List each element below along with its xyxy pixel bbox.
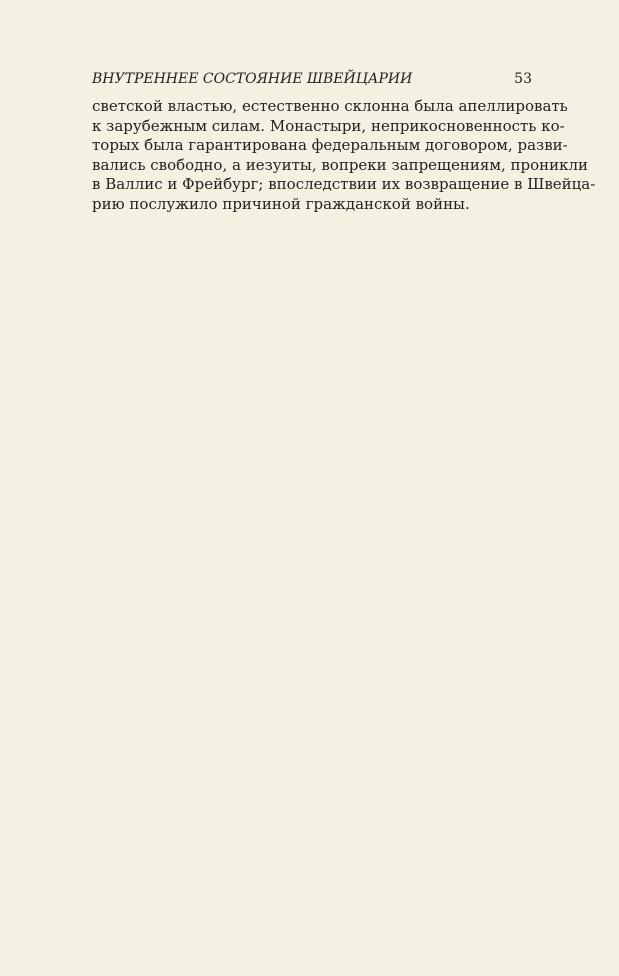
text-line: в Валлис и Фрейбург; впоследствии их возвращение в Швейца- <box>92 175 596 194</box>
page-number: 53 <box>514 71 532 87</box>
text-line: торых была гарантирована федеральным договором, разви- <box>92 136 568 155</box>
text-line: светской властью, естественно склонна была апеллировать <box>92 97 568 115</box>
text-line: к зарубежным силам. Монастыри, неприкосновенность ко- <box>92 116 565 135</box>
text-line: вались свободно, а иезуиты, вопреки запрещениям, проникли <box>92 155 589 174</box>
text-line: рию послужило причиной гражданской войны. <box>92 194 470 213</box>
running-header: ВНУТРЕННЕЕ СОСТОЯНИЕ ШВЕЙЦАРИИ 53 <box>92 70 532 90</box>
body-text <box>92 97 596 215</box>
